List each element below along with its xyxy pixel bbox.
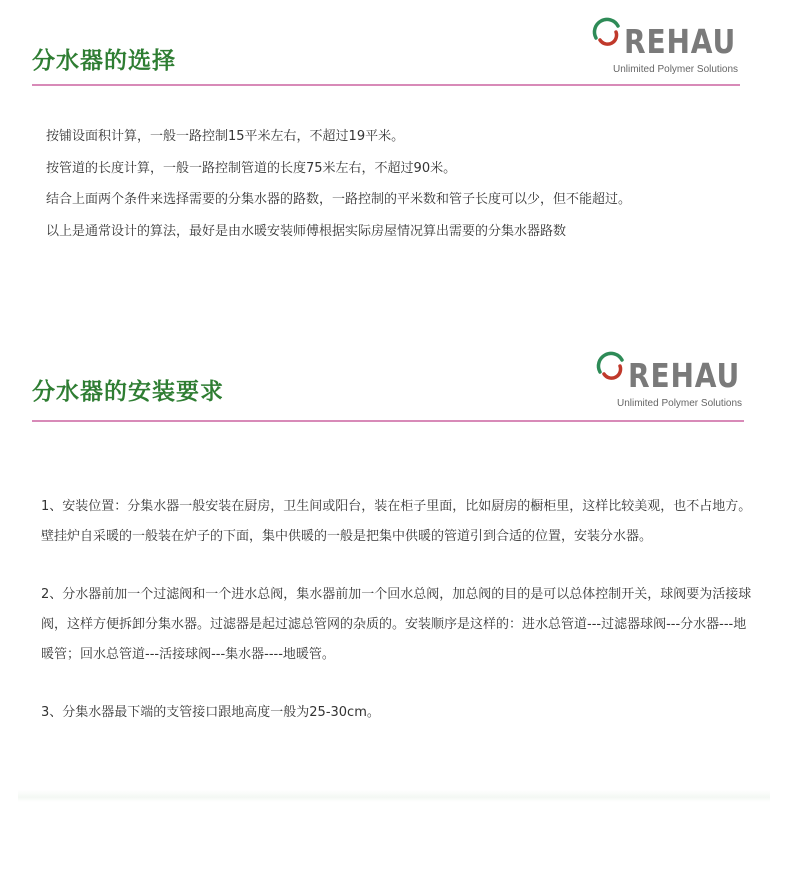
bottom-band — [18, 790, 770, 802]
section-selection — [0, 0, 790, 260]
paragraph: 1、安装位置：分集水器一般安装在厨房，卫生间或阳台，装在柜子里面，比如厨房的橱柜里，这样比较美观，也不占地方。壁挂炉自采暖的一般装在炉子的下面，集中供暖的一般是把集中供暖的管道引到合适的位置，安装分水器。 — [41, 499, 752, 544]
rehau-logo — [590, 346, 750, 416]
section-divider — [32, 84, 740, 86]
rehau-swoosh-icon — [594, 348, 628, 382]
rehau-logo — [586, 12, 746, 82]
paragraph: 3、分集水器最下端的支管接口跟地高度一般为25-30cm。 — [41, 705, 380, 720]
rehau-swoosh-icon — [590, 14, 624, 48]
paragraph: 2、分水器前加一个过滤阀和一个进水总阀，集水器前加一个回水总阀，加总阀的目的是可以总体控制开关，球阀要为活接球阀，这样方便拆卸分集水器。过滤器是起过滤总管网的杂质的。安装顺序是这样的：进水总管道---过滤器球阀---分水器---地暖管；回水总管道---活接球阀---集水器----地暖管。 — [41, 587, 752, 662]
logo-tagline: Unlimited Polymer Solutions — [613, 64, 739, 75]
logo-brand: REHAU — [628, 356, 741, 395]
logo-tagline: Unlimited Polymer Solutions — [617, 398, 743, 409]
section-installation — [0, 340, 790, 800]
paragraph: 以上是通常设计的算法，最好是由水暖安装师傅根据实际房屋情况算出需要的分集水器路数 — [46, 223, 567, 239]
section-body — [41, 492, 753, 728]
logo-brand: REHAU — [624, 22, 737, 61]
paragraph: 按管道的长度计算，一般一路控制管道的长度75米左右，不超过90米。 — [46, 160, 457, 176]
paragraph: 按铺设面积计算，一般一路控制15平米左右，不超过19平米。 — [46, 129, 405, 144]
section-body — [46, 121, 746, 247]
section-heading: 分水器的安装要求 — [32, 379, 224, 405]
paragraph: 结合上面两个条件来选择需要的分集水器的路数，一路控制的平米数和管子长度可以少，但不能超过。 — [46, 192, 632, 207]
section-divider — [32, 420, 744, 422]
section-heading: 分水器的选择 — [32, 48, 176, 74]
